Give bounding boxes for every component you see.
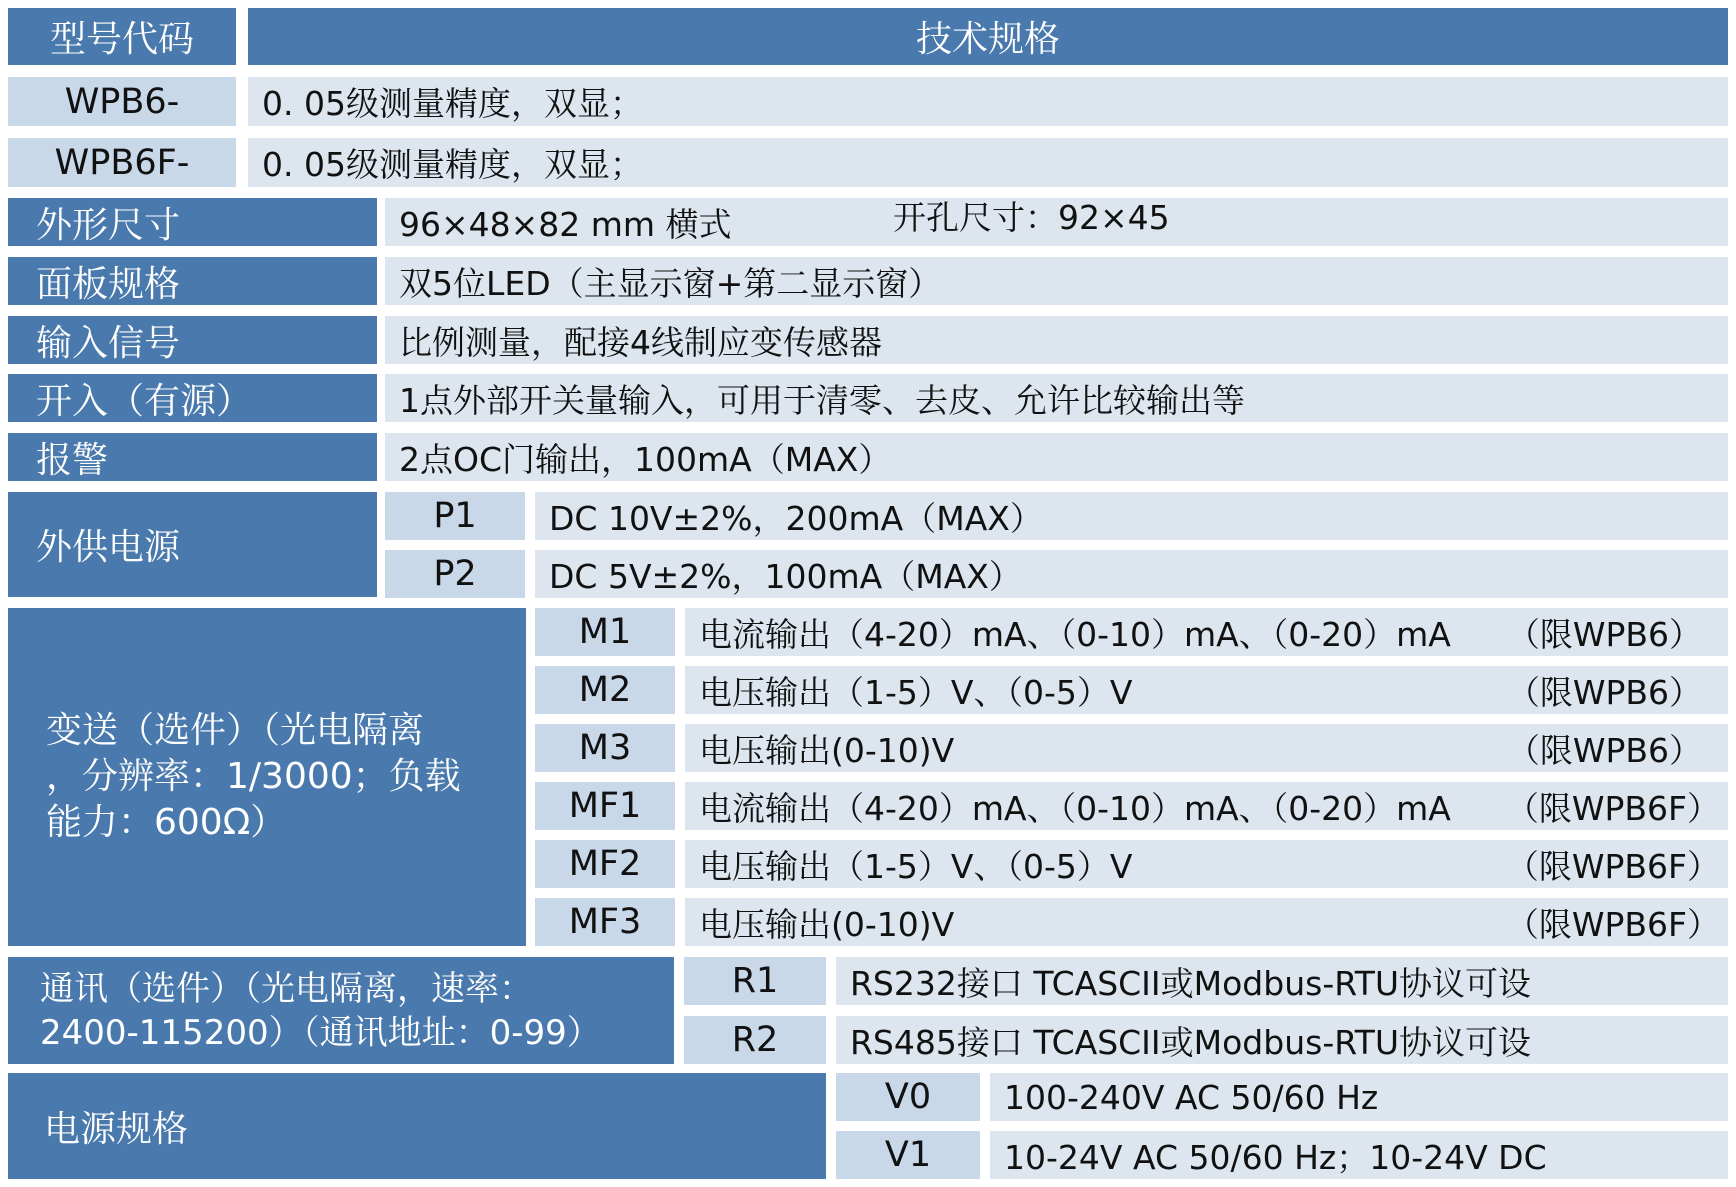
m1-text: 电流输出（4-20）mA、（0-10）mA、（0-20）mA — [699, 614, 1451, 654]
value-m1 — [685, 608, 1728, 656]
transmit-label-text — [46, 708, 461, 846]
model-code-wpb6: WPB6- — [8, 77, 236, 126]
label-panel: 面板规格 — [8, 257, 377, 305]
mf1-limit: （限WPB6F） — [1505, 788, 1720, 828]
code-v1: V1 — [836, 1131, 980, 1179]
comm-label-line: 2400-115200）（通讯地址：0-99） — [40, 1012, 601, 1053]
value-m3 — [685, 724, 1728, 772]
model-code-wpb6f: WPB6F- — [8, 138, 236, 187]
code-p1: P1 — [385, 492, 525, 540]
value-mf2 — [685, 840, 1728, 888]
mf3-limit: （限WPB6F） — [1505, 904, 1720, 944]
mf1-text: 电流输出（4-20）mA、（0-10）mA、（0-20）mA — [699, 788, 1451, 828]
transmit-label-line: 能力：600Ω） — [46, 802, 287, 843]
label-dimensions: 外形尺寸 — [8, 198, 377, 246]
m2-text: 电压输出（1-5）V、（0-5）V — [699, 672, 1133, 712]
transmit-label-line: ，分辨率：1/3000；负载 — [46, 756, 461, 797]
m3-limit: （限WPB6） — [1506, 730, 1702, 770]
value-p1: DC 10V±2%，200mA（MAX） — [535, 492, 1728, 540]
header-model-code: 型号代码 — [8, 8, 236, 65]
label-input: 输入信号 — [8, 316, 377, 364]
code-m2: M2 — [535, 666, 675, 714]
comm-label-line: 通讯（选件）（光电隔离，速率： — [40, 968, 533, 1009]
value-mf3 — [685, 898, 1728, 946]
model-spec-wpb6f: 0. 05级测量精度，双显； — [248, 138, 1728, 187]
value-v1: 10-24V AC 50/60 Hz；10-24V DC — [990, 1131, 1728, 1179]
label-alarm: 报警 — [8, 433, 377, 481]
transmit-label-line: 变送（选件）（光电隔离 — [46, 710, 425, 751]
code-v0: V0 — [836, 1073, 980, 1121]
m1-limit: （限WPB6） — [1506, 614, 1702, 654]
code-mf2: MF2 — [535, 840, 675, 888]
value-panel: 双5位LED（主显示窗+第二显示窗） — [385, 257, 1728, 305]
mf2-limit: （限WPB6F） — [1505, 846, 1720, 886]
value-input: 比例测量，配接4线制应变传感器 — [385, 316, 1728, 364]
value-r1: RS232接口 TCASCII或Modbus-RTU协议可设 — [836, 957, 1728, 1005]
comm-label-text — [40, 967, 601, 1055]
label-power-supply: 电源规格 — [8, 1073, 826, 1179]
code-mf3: MF3 — [535, 898, 675, 946]
m3-text: 电压输出(0-10)V — [699, 730, 955, 770]
m2-limit: （限WPB6） — [1506, 672, 1702, 712]
label-comm — [8, 957, 674, 1064]
label-power-out: 外供电源 — [8, 492, 377, 597]
label-transmit — [8, 608, 526, 946]
value-r2: RS485接口 TCASCII或Modbus-RTU协议可设 — [836, 1016, 1728, 1064]
value-switch-input: 1点外部开关量输入，可用于清零、去皮、允许比较输出等 — [385, 374, 1728, 422]
model-spec-wpb6: 0. 05级测量精度，双显； — [248, 77, 1728, 126]
code-m1: M1 — [535, 608, 675, 656]
code-m3: M3 — [535, 724, 675, 772]
mf3-text: 电压输出(0-10)V — [699, 904, 955, 944]
label-switch-input: 开入（有源） — [8, 374, 377, 422]
code-p2: P2 — [385, 550, 525, 598]
value-v0: 100-240V AC 50/60 Hz — [990, 1073, 1728, 1121]
mf2-text: 电压输出（1-5）V、（0-5）V — [699, 846, 1133, 886]
header-tech-spec: 技术规格 — [248, 8, 1728, 65]
dimensions-cutout: 开孔尺寸：92×45 — [893, 198, 1170, 237]
dimensions-size: 96×48×82 mm 横式 — [399, 204, 732, 244]
value-dimensions — [385, 198, 1728, 246]
value-alarm: 2点OC门输出，100mA（MAX） — [385, 433, 1728, 481]
code-r1: R1 — [684, 957, 826, 1005]
value-mf1 — [685, 782, 1728, 830]
code-r2: R2 — [684, 1016, 826, 1064]
value-m2 — [685, 666, 1728, 714]
code-mf1: MF1 — [535, 782, 675, 830]
value-p2: DC 5V±2%，100mA（MAX） — [535, 550, 1728, 598]
